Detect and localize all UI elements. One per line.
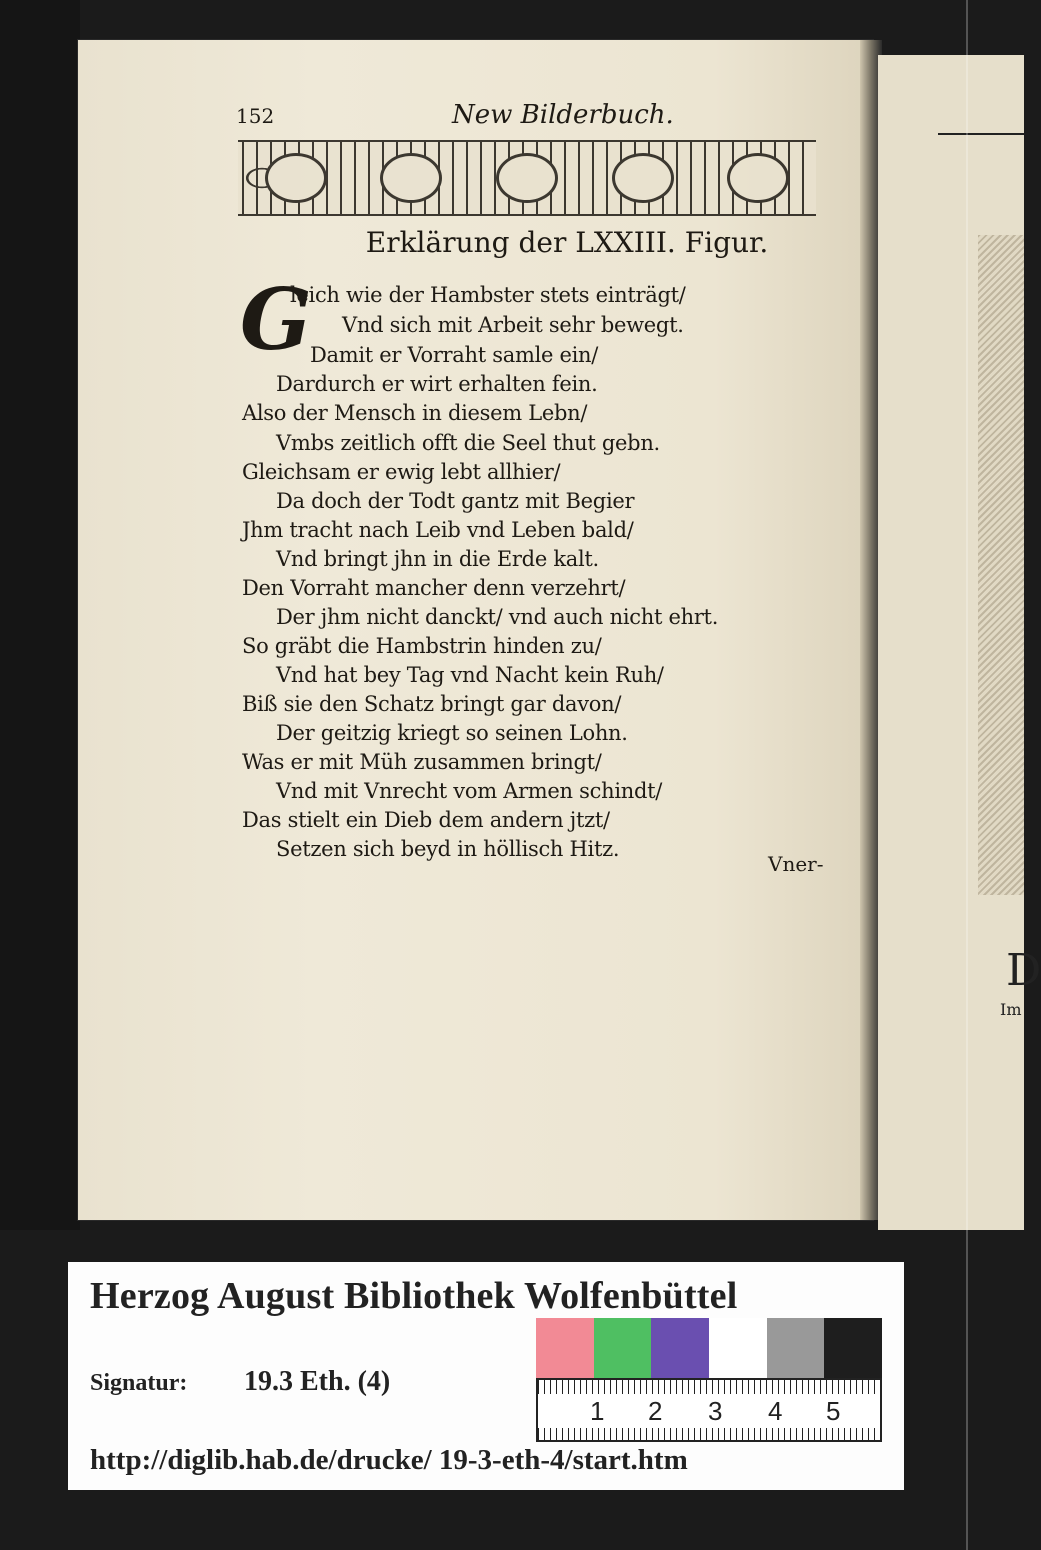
running-head: New Bilderbuch. bbox=[452, 100, 674, 130]
facing-page-text-fragment: Im bbox=[1000, 1000, 1022, 1019]
ruler-ticks-bottom bbox=[538, 1428, 880, 1440]
verse-line: Da doch der Todt gantz mit Begier bbox=[276, 489, 635, 513]
facing-page-engraving bbox=[978, 235, 1024, 895]
scan-background-left bbox=[0, 0, 80, 1230]
scale-ruler bbox=[536, 1378, 882, 1442]
page-number: 152 bbox=[236, 104, 275, 128]
ruler-number: 5 bbox=[826, 1396, 841, 1426]
verse-line: Gleichsam er ewig lebt allhier/ bbox=[242, 460, 561, 484]
verse-line: Der jhm nicht danckt/ vnd auch nicht ehrt. bbox=[276, 605, 719, 629]
verse-line: Vnd mit Vnrecht vom Armen schindt/ bbox=[276, 779, 663, 803]
verse-line: Setzen sich beyd in höllisch Hitz. bbox=[276, 837, 620, 861]
color-calibration-strip bbox=[536, 1318, 882, 1378]
library-label bbox=[68, 1262, 904, 1490]
verse-line: Was er mit Müh zusammen bringt/ bbox=[242, 750, 602, 774]
verse-line: leich wie der Hambster stets einträgt/ bbox=[290, 283, 686, 307]
section-heading: Erklärung der LXXIII. Figur. bbox=[365, 226, 769, 259]
library-name: Herzog August Bibliothek Wolfenbüttel bbox=[90, 1275, 738, 1317]
ornament-roundel bbox=[612, 153, 674, 203]
ruler-number: 2 bbox=[648, 1396, 663, 1426]
ornament-roundel bbox=[496, 153, 558, 203]
ruler-ticks-top bbox=[538, 1380, 880, 1394]
facing-page-initial: D bbox=[1006, 945, 1041, 996]
verse-line: Vnd sich mit Arbeit sehr bewegt. bbox=[342, 313, 684, 337]
verse-line: Damit er Vorraht samle ein/ bbox=[310, 343, 599, 367]
verse-line: Also der Mensch in diesem Lebn/ bbox=[242, 401, 588, 425]
catchword: Vner- bbox=[768, 852, 824, 876]
color-swatch bbox=[767, 1318, 825, 1378]
signatur-value: 19.3 Eth. (4) bbox=[244, 1366, 391, 1397]
verse-line: So gräbt die Hambstrin hinden zu/ bbox=[242, 634, 602, 658]
signatur-label: Signatur: bbox=[90, 1370, 188, 1396]
verse-line: Vnd bringt jhn in die Erde kalt. bbox=[276, 547, 599, 571]
color-swatch bbox=[709, 1318, 767, 1378]
color-swatch bbox=[594, 1318, 652, 1378]
verse-line: Vmbs zeitlich offt die Seel thut gebn. bbox=[276, 431, 660, 455]
verse-line: Biß sie den Schatz bringt gar davon/ bbox=[242, 692, 622, 716]
ruler-number: 4 bbox=[768, 1396, 783, 1426]
verse-line: Den Vorraht mancher denn verzehrt/ bbox=[242, 576, 626, 600]
verse-line: Vnd hat bey Tag vnd Nacht kein Ruh/ bbox=[276, 663, 664, 687]
permalink-url[interactable]: http://diglib.hab.de/drucke/ 19-3-eth-4/start.htm bbox=[90, 1444, 688, 1476]
verse-line: Der geitzig kriegt so seinen Lohn. bbox=[276, 721, 628, 745]
drop-initial: G bbox=[240, 270, 312, 369]
section-heading-wrap bbox=[0, 226, 1024, 259]
verse-line: Jhm tracht nach Leib vnd Leben bald/ bbox=[242, 518, 634, 542]
color-swatch bbox=[651, 1318, 709, 1378]
ornamental-headpiece bbox=[238, 140, 816, 216]
verse-line: Das stielt ein Dieb dem andern jtzt/ bbox=[242, 808, 610, 832]
ornament-roundel bbox=[265, 153, 327, 203]
ornament-roundel bbox=[380, 153, 442, 203]
color-swatch bbox=[536, 1318, 594, 1378]
book-page bbox=[78, 40, 873, 1220]
color-swatch bbox=[824, 1318, 882, 1378]
facing-page-rule bbox=[938, 133, 1024, 135]
ornament-roundel bbox=[727, 153, 789, 203]
verse-line: Dardurch er wirt erhalten fein. bbox=[276, 372, 598, 396]
ruler-number: 1 bbox=[590, 1396, 605, 1426]
ruler-number: 3 bbox=[708, 1396, 723, 1426]
